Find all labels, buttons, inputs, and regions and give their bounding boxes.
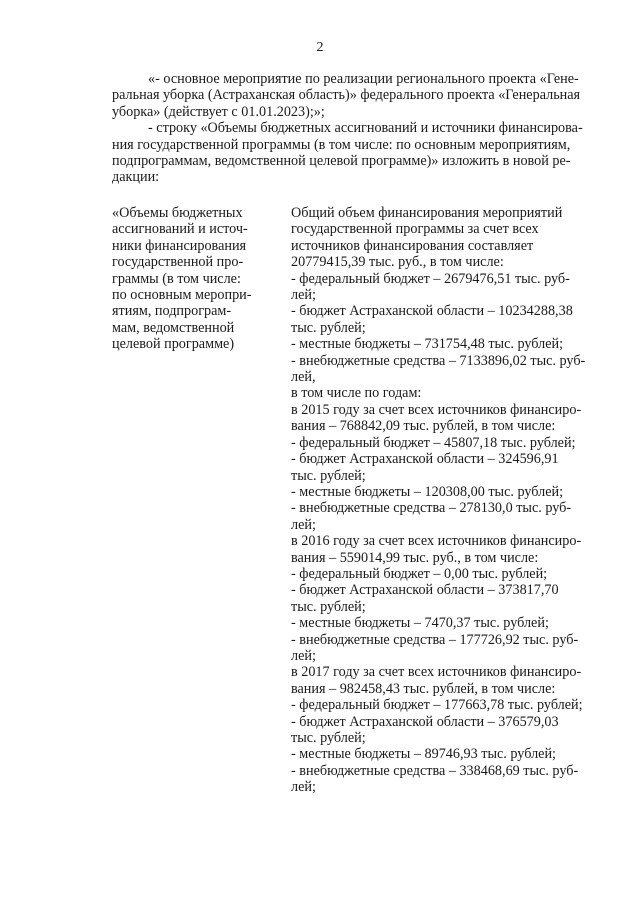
text-line: лей; <box>291 287 316 304</box>
text-line: - федеральный бюджет – 2679476,51 тыс. руб- <box>291 270 570 287</box>
text-line: в 2015 году за счет всех источников финансиро- <box>291 401 582 418</box>
text-line: ния государственной программы (в том числе: по основным мероприятиям, <box>112 136 571 153</box>
text-line: - федеральный бюджет – 45807,18 тыс. рублей; <box>291 434 576 451</box>
text-line: в 2016 году за счет всех источников финансиро- <box>291 533 582 550</box>
text-line: 20779415,39 тыс. руб., в том числе: <box>291 254 504 271</box>
intro-text <box>112 71 617 186</box>
text-line: по основным меропри- <box>112 287 252 304</box>
table-left-cell <box>112 205 264 353</box>
text-line: «Объемы бюджетных <box>112 205 243 221</box>
text-line: государственной программы за счет всех <box>291 221 539 238</box>
text-line: дакции: <box>112 169 160 186</box>
text-line: - местные бюджеты – 731754,48 тыс. рублей; <box>291 336 564 353</box>
text-line: лей, <box>291 369 316 386</box>
text-line: вания – 982458,43 тыс. рублей, в том числе: <box>291 680 556 697</box>
text-line: - местные бюджеты – 89746,93 тыс. рублей; <box>291 746 556 763</box>
text-line: тыс. рублей; <box>291 730 366 746</box>
text-line: вания – 768842,09 тыс. рублей, в том числе: <box>291 418 556 435</box>
text-line: целевой программе) <box>112 336 235 353</box>
text-line: «- основное мероприятие по реализации регионального проекта «Гене- <box>148 71 579 87</box>
text-line: - федеральный бюджет – 177663,78 тыс. рублей; <box>291 697 583 714</box>
text-line: Общий объем финансирования мероприятий <box>291 205 563 221</box>
intro-paragraph-1 <box>112 71 617 120</box>
text-line: - бюджет Астраханской области – 324596,91 <box>291 451 559 468</box>
table-right-cell <box>291 205 617 796</box>
text-line: лей; <box>291 779 316 796</box>
text-line: в том числе по годам: <box>291 385 422 402</box>
text-line: - внебюджетные средства – 177726,92 тыс. руб- <box>291 631 579 648</box>
intro-paragraph-2 <box>112 120 617 186</box>
text-line: - внебюджетные средства – 7133896,02 тыс. руб- <box>291 352 586 369</box>
text-line: - бюджет Астраханской области – 373817,70 <box>291 582 559 599</box>
text-line: - местные бюджеты – 120308,00 тыс. рублей; <box>291 483 564 500</box>
text-line: тыс. рублей; <box>291 467 366 484</box>
text-line: подпрограммам, ведомственной целевой программе)» изложить в новой ре- <box>112 153 571 170</box>
text-line: в 2017 году за счет всех источников финансиро- <box>291 664 582 681</box>
text-line: лей; <box>291 647 316 664</box>
text-line: - строку «Объемы бюджетных ассигнований и источники финансирова- <box>148 120 583 137</box>
text-line: ральная уборка (Астраханская область)» федерального проекта «Генеральная <box>112 87 581 104</box>
text-line: - внебюджетные средства – 338468,69 тыс. руб- <box>291 762 579 779</box>
text-line: мам, ведомственной <box>112 319 235 336</box>
text-line: уборка» (действует с 01.01.2023);»; <box>112 103 325 120</box>
text-line: лей; <box>291 516 316 533</box>
text-line: государственной про- <box>112 254 244 271</box>
text-line: - бюджет Астраханской области – 10234288,38 <box>291 303 573 320</box>
text-line: - бюджет Астраханской области – 376579,03 <box>291 713 559 730</box>
text-line: ассигнований и источ- <box>112 221 248 238</box>
text-line: источников финансирования составляет <box>291 237 534 254</box>
text-line: вания – 559014,99 тыс. руб., в том числе: <box>291 549 539 566</box>
page-number: 2 <box>316 40 324 55</box>
text-line: граммы (в том числе: <box>112 270 241 287</box>
text-line: - федеральный бюджет – 0,00 тыс. рублей; <box>291 565 548 582</box>
text-line: ники финансирования <box>112 237 247 254</box>
text-line: тыс. рублей; <box>291 598 366 615</box>
text-line: - местные бюджеты – 7470,37 тыс. рублей; <box>291 615 549 632</box>
text-line: - внебюджетные средства – 278130,0 тыс. руб- <box>291 500 572 517</box>
text-line: ятиям, подпрограм- <box>112 303 232 320</box>
text-line: тыс. рублей; <box>291 319 366 336</box>
